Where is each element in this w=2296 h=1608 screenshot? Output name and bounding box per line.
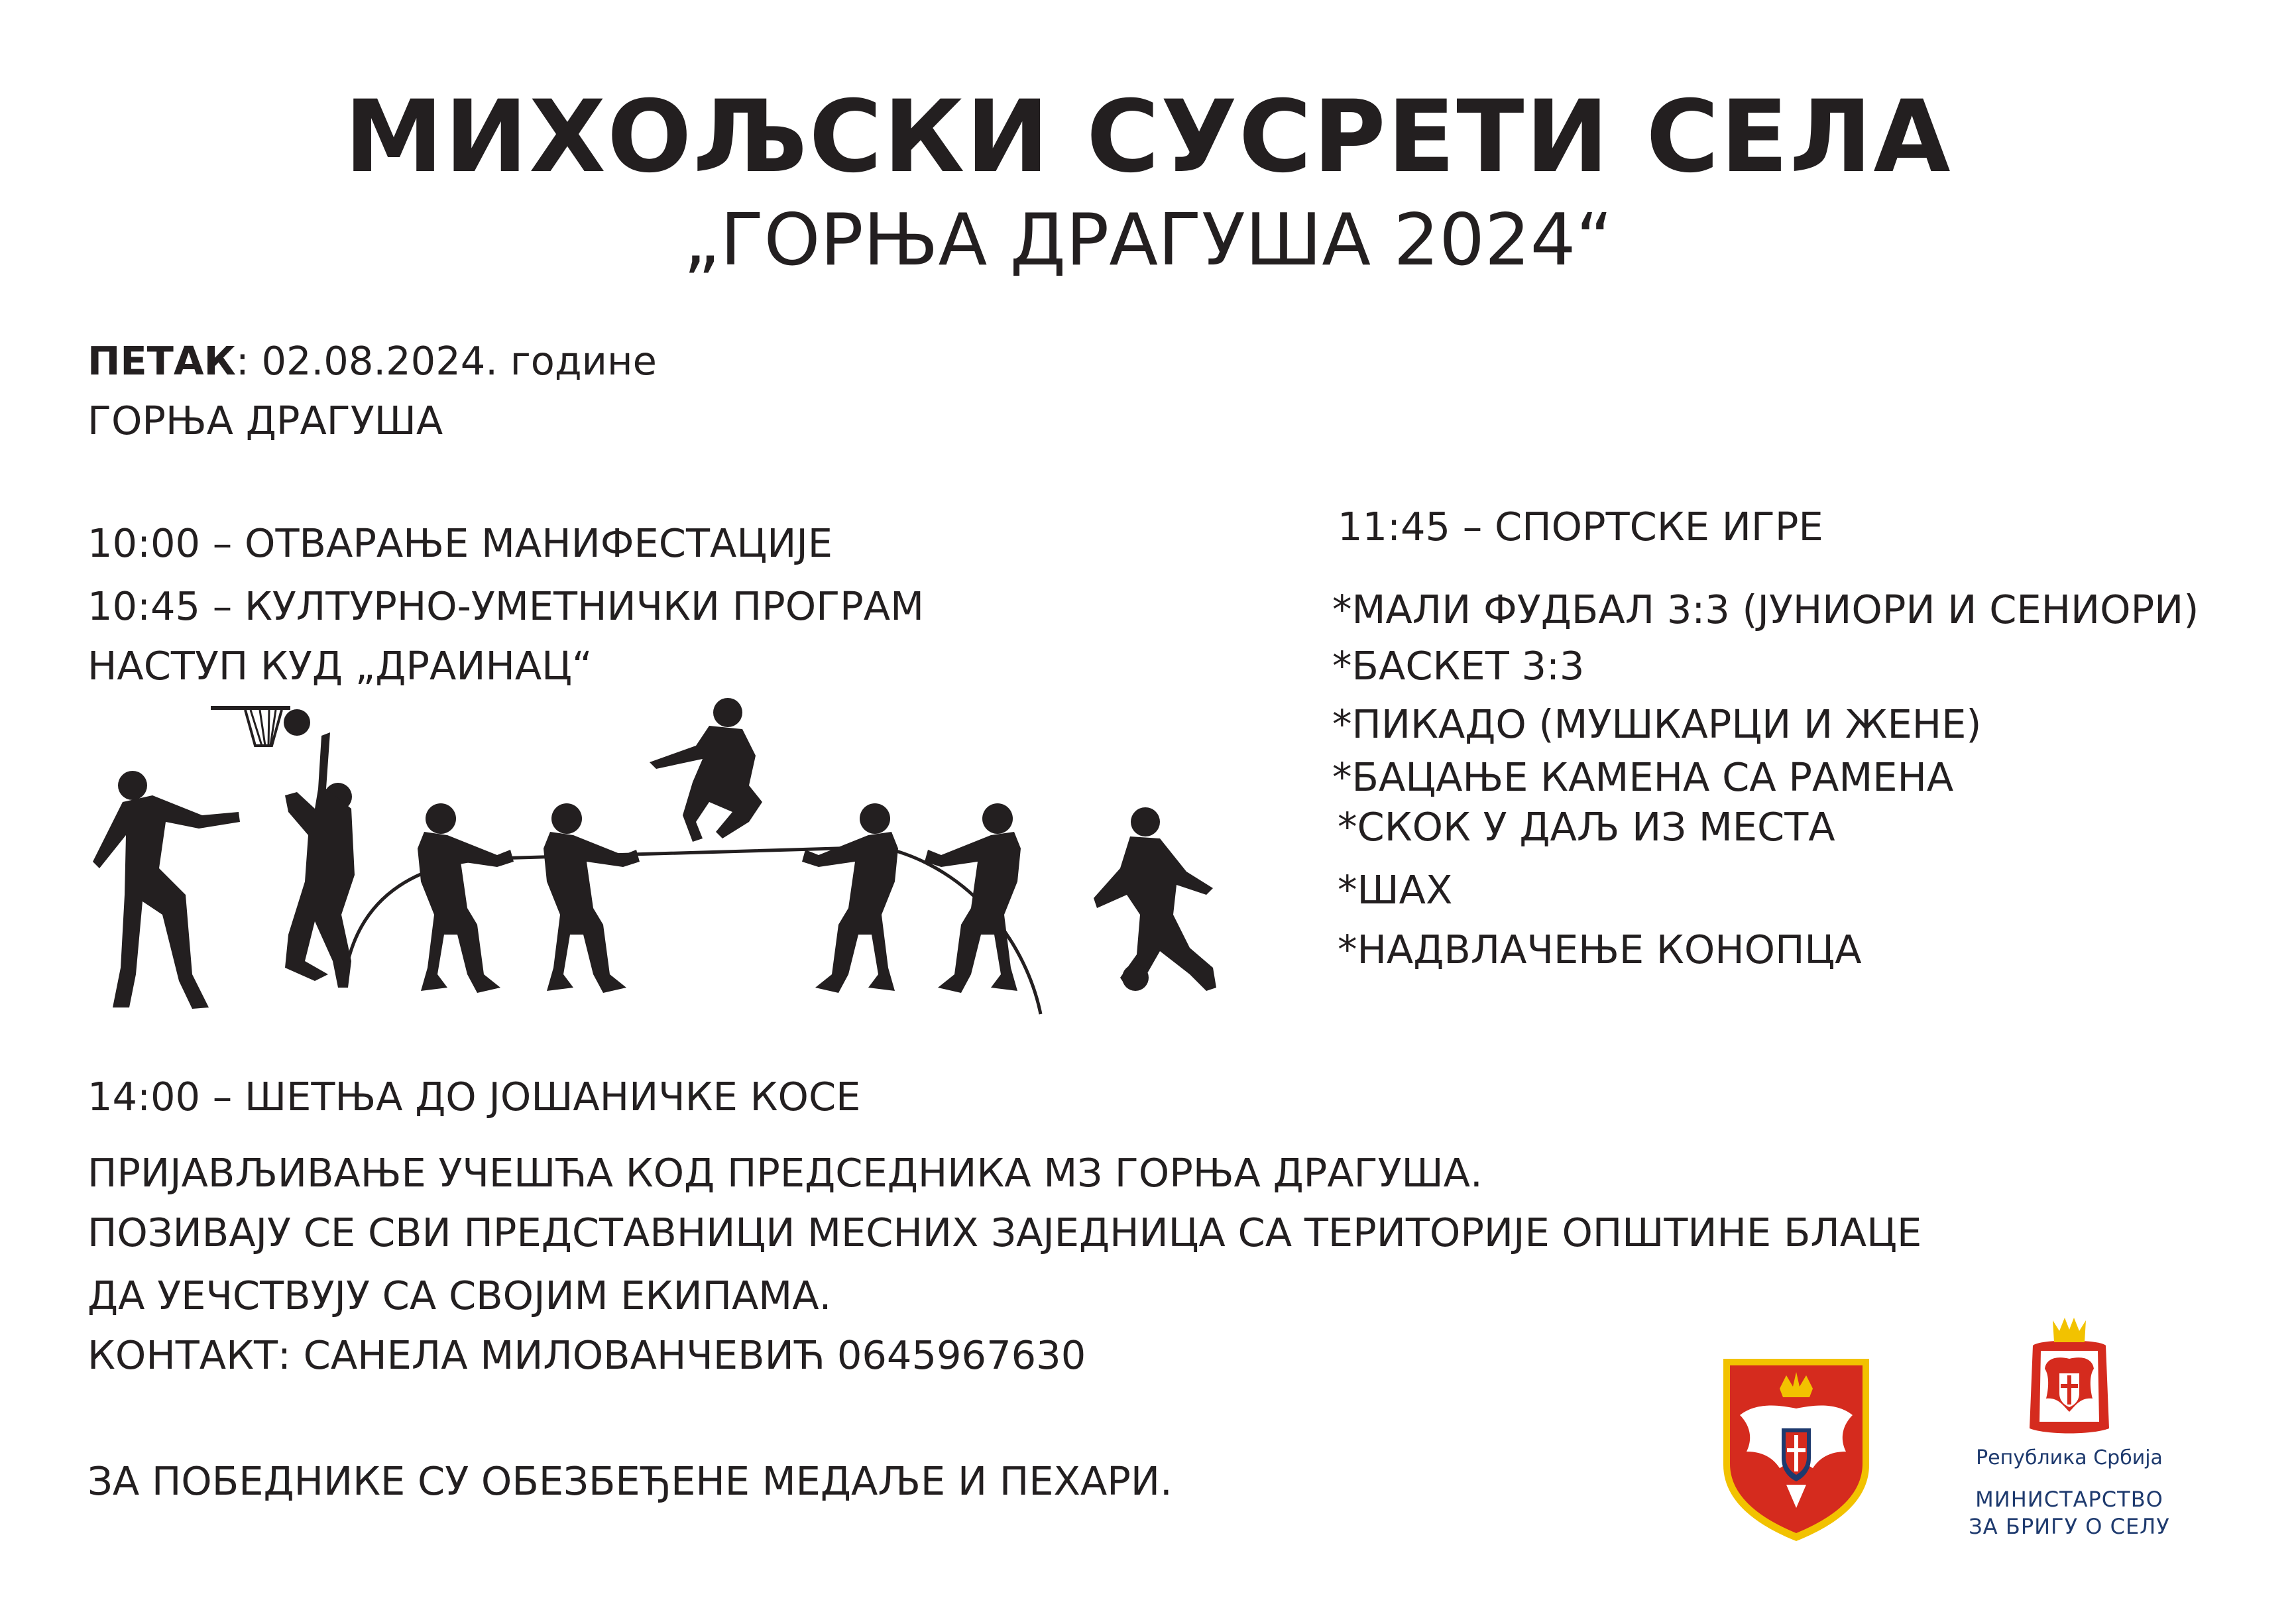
info-line-registration: ПРИЈАВЉИВАЊЕ УЧЕШЋА КОД ПРЕДСЕДНИКА МЗ ГОРЊА ДРАГУША. xyxy=(87,1150,1483,1196)
ministry-name-line1: МИНИСТАРСТВО xyxy=(1975,1487,2163,1512)
serbia-coat-of-arms-icon xyxy=(2026,1312,2112,1438)
info-line-invitation: ПОЗИВАЈУ СЕ СВИ ПРЕДСТАВНИЦИ МЕСНИХ ЗАЈЕДНИЦА СА ТЕРИТОРИЈЕ ОПШТИНЕ БЛАЦЕ xyxy=(87,1210,1922,1255)
schedule-item-cultural: 10:45 – КУЛТУРНО-УМЕТНИЧКИ ПРОГРАМ xyxy=(87,583,925,629)
sports-item-basket: *БАСКЕТ 3:3 xyxy=(1332,643,1585,689)
sports-item-stone-throw: *БАЦАЊЕ КАМЕНА СА РАМЕНА xyxy=(1332,754,1954,800)
info-line-contact: КОНТАКТ: САНЕЛА МИЛОВАНЧЕВИЋ 0645967630 xyxy=(87,1332,1086,1378)
sports-item-darts: *ПИКАДО (МУШКАРЦИ И ЖЕНЕ) xyxy=(1332,701,1982,747)
schedule-item-opening: 10:00 – ОТВАРАЊЕ МАНИФЕСТАЦИЈЕ xyxy=(87,520,833,566)
blace-coat-of-arms-icon xyxy=(1717,1352,1876,1544)
sports-heading: 11:45 – СПОРТСКЕ ИГРЕ xyxy=(1338,504,1823,549)
ministry-name-line2: ЗА БРИГУ О СЕЛУ xyxy=(1969,1514,2170,1539)
schedule-item-walk: 14:00 – ШЕТЊА ДО ЈОШАНИЧКЕ КОСЕ xyxy=(87,1074,861,1120)
sports-item-long-jump: *СКОК У ДАЉ ИЗ МЕСТА xyxy=(1338,804,1835,850)
place-label: ГОРЊА ДРАГУША xyxy=(87,398,443,443)
sports-silhouettes-icon xyxy=(86,696,1239,1027)
sports-item-tug-of-war: *НАДВЛАЧЕЊЕ КОНОПЦА xyxy=(1338,927,1862,972)
page-subtitle: „ГОРЊА ДРАГУША 2024“ xyxy=(683,199,1613,282)
sports-item-chess: *ШАХ xyxy=(1338,867,1453,913)
date-value: : 02.08.2024. године xyxy=(235,338,657,384)
sports-item-football: *МАЛИ ФУДБАЛ 3:3 (ЈУНИОРИ И СЕНИОРИ) xyxy=(1332,587,2199,632)
day-label: ПЕТАК xyxy=(87,338,236,384)
schedule-item-performance: НАСТУП КУД „ДРАИНАЦ“ xyxy=(87,643,593,689)
prizes-line: ЗА ПОБЕДНИКЕ СУ ОБЕЗБЕЂЕНЕ МЕДАЉЕ И ПЕХАРИ. xyxy=(87,1458,1173,1504)
date-line xyxy=(87,338,657,384)
info-line-teams: ДА УЕЧСТВУЈУ СА СВОЈИМ ЕКИПАМА. xyxy=(87,1273,832,1318)
page-title: МИХОЉСКИ СУСРЕТИ СЕЛА xyxy=(344,80,1952,195)
ministry-country: Република Србија xyxy=(1976,1446,2163,1469)
